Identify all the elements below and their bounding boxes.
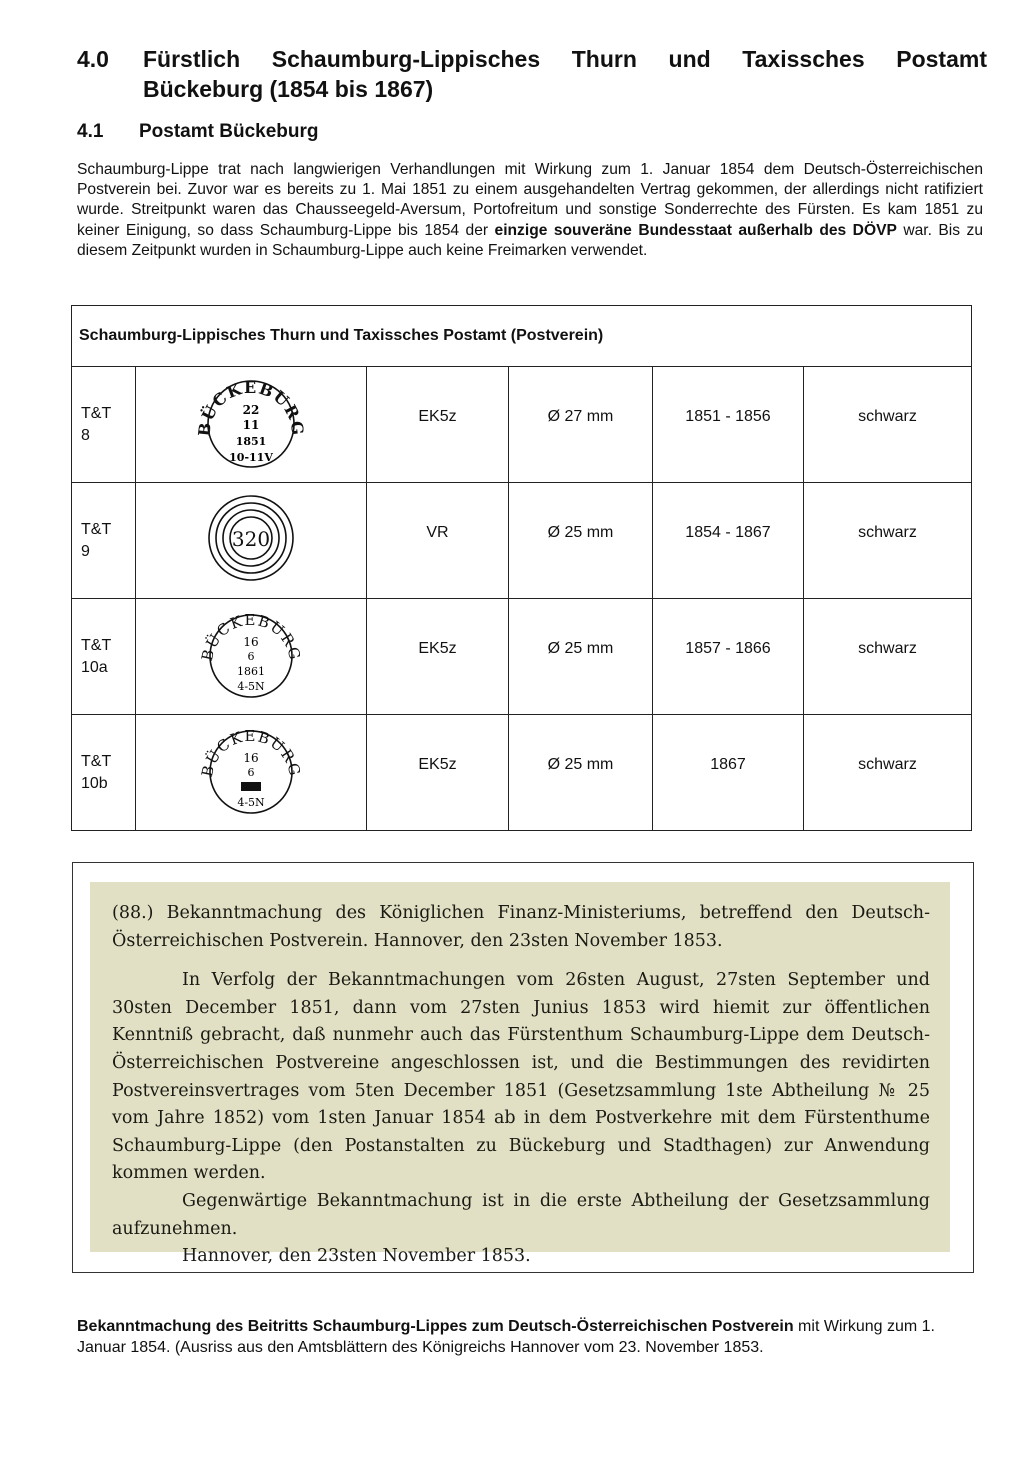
svg-text:4-5N: 4-5N bbox=[237, 796, 265, 809]
section-number: 4.0 bbox=[77, 46, 109, 72]
postmark-table bbox=[71, 305, 972, 831]
usage-period: 1854 - 1867 bbox=[653, 483, 804, 599]
svg-text:4-5N: 4-5N bbox=[237, 680, 265, 693]
notice-clipping-frame bbox=[72, 862, 974, 1273]
usage-period: 1867 bbox=[653, 715, 804, 831]
ink-color: schwarz bbox=[804, 599, 972, 715]
section-heading-4-0 bbox=[77, 44, 987, 104]
svg-text:BÜCKEBURG: BÜCKEBURG bbox=[197, 726, 305, 779]
cancel-type: EK5z bbox=[367, 715, 509, 831]
subsection-heading-4-1 bbox=[77, 119, 318, 145]
caption-text: mit Wirkung zum 1. Januar 1854. (Ausriss aus den Amtsblättern des Königreichs Hannover vom 23. November 1853. bbox=[77, 1318, 935, 1356]
subsection-title: Postamt Bückeburg bbox=[139, 121, 319, 142]
postmark-image bbox=[136, 367, 367, 483]
svg-text:16: 16 bbox=[243, 751, 259, 765]
postmark-stamp-icon bbox=[196, 720, 306, 820]
catalog-id: T&T 10b bbox=[72, 715, 136, 831]
postmark-stamp-icon bbox=[196, 604, 306, 704]
intro-bold-text: einzige souveräne Bundesstaat außerhalb des DÖVP bbox=[494, 221, 897, 239]
table-row bbox=[72, 599, 972, 715]
svg-text:11: 11 bbox=[242, 418, 260, 432]
cancel-type: EK5z bbox=[367, 599, 509, 715]
svg-text:BÜCKEBURG: BÜCKEBURG bbox=[197, 610, 305, 663]
table-row bbox=[72, 367, 972, 483]
figure-caption bbox=[77, 1316, 983, 1358]
ink-color: schwarz bbox=[804, 367, 972, 483]
table-header: Schaumburg-Lippisches Thurn und Taxissches Postamt (Postverein) bbox=[72, 306, 972, 367]
postmark-image bbox=[136, 715, 367, 831]
postmark-stamp-icon bbox=[196, 372, 306, 472]
svg-text:1861: 1861 bbox=[237, 665, 265, 678]
notice-closing: Gegenwärtige Bekanntmachung ist in die erste Abtheilung der Gesetzsammlung aufzunehmen. bbox=[112, 1190, 930, 1239]
intro-text-1: Schaumburg-Lippe trat nach langwierigen Verhandlungen mit Wirkung zum 1. Januar 1854 dem Deutsch-Österreichischen Postverein bei. Zuvor war es bereits zu 1. Mai 1851 zu einem ausgehandelten Vertrag gekommen, der allerdings nicht ratifiziert wurde. Streitpunkt waren das Chausseegeld-Aversum, Portofreitum und sonstige Sonderrechte des Fürsten. Es kam 1851 zu keiner Einigung, so dass Schaumburg-Lippe bis 1854 der bbox=[77, 161, 983, 239]
table-row bbox=[72, 715, 972, 831]
cancel-type: EK5z bbox=[367, 367, 509, 483]
svg-text:6: 6 bbox=[247, 650, 255, 663]
catalog-id: T&T 10a bbox=[72, 599, 136, 715]
section-title: Fürstlich Schaumburg-Lippisches Thurn und Taxissches Postamt Bückeburg (1854 bis 1867) bbox=[143, 46, 987, 102]
intro-paragraph bbox=[77, 160, 983, 261]
svg-text:22: 22 bbox=[242, 403, 260, 417]
diameter: Ø 25 mm bbox=[509, 483, 653, 599]
cancel-type: VR bbox=[367, 483, 509, 599]
svg-text:6: 6 bbox=[247, 766, 255, 779]
diameter: Ø 25 mm bbox=[509, 715, 653, 831]
postmark-image bbox=[136, 483, 367, 599]
table-row bbox=[72, 483, 972, 599]
caption-bold: Bekanntmachung des Beitritts Schaumburg-Lippes zum Deutsch-Österreichischen Postverein bbox=[77, 1318, 794, 1335]
usage-period: 1851 - 1856 bbox=[653, 367, 804, 483]
svg-text:BÜCKEBURG: BÜCKEBURG bbox=[196, 377, 306, 438]
notice-text bbox=[112, 900, 930, 1271]
diameter: Ø 25 mm bbox=[509, 599, 653, 715]
subsection-number: 4.1 bbox=[77, 121, 104, 142]
ink-color: schwarz bbox=[804, 715, 972, 831]
svg-text:320: 320 bbox=[231, 527, 271, 551]
ink-color: schwarz bbox=[804, 483, 972, 599]
intro-text-2: war. Bis zu diesem Zeitpunkt wurden in Schaumburg-Lippe auch keine Freimarken verwendet. bbox=[77, 221, 983, 259]
postmark-image bbox=[136, 599, 367, 715]
notice-signature: Hannover, den 23sten November 1853. bbox=[182, 1246, 531, 1267]
notice-title: (88.) Bekanntmachung des Königlichen Finanz-Ministeriums, betreffend den Deutsch-Österreichischen Postverein. Hannover, den 23sten November 1853. bbox=[112, 903, 930, 951]
notice-clipping bbox=[90, 882, 950, 1267]
notice-body: In Verfolg der Bekanntmachungen vom 26sten August, 27sten September und 30sten December 1851, dann vom 27sten Junius 1853 wird hiemit zur öffentlichen Kenntniß gebracht, daß nunmehr auch das Fürstenthum Schaumburg-Lippe dem Deutsch-Österreichischen Postvereine angeschlossen ist, und die Bestimmungen des revidirten Postvereinsvertrages vom 5ten December 1851 (Gesetzsammlung 1ste Abtheilung № 25 vom Jahre 1852) vom 1sten Januar 1854 ab in dem Postverkehre mit dem Fürstenthume Schaumburg-Lippe (den Postanstalten zu Bückeburg und Stadthagen) zur Anwendung kommen werden. bbox=[112, 970, 930, 1184]
ring-numeral-stamp-icon bbox=[201, 488, 301, 588]
svg-text:10-11V: 10-11V bbox=[229, 451, 273, 464]
diameter: Ø 27 mm bbox=[509, 367, 653, 483]
svg-text:1851: 1851 bbox=[235, 435, 267, 448]
svg-text:16: 16 bbox=[243, 635, 259, 649]
usage-period: 1857 - 1866 bbox=[653, 599, 804, 715]
catalog-id: T&T 9 bbox=[72, 483, 136, 599]
catalog-id: T&T 8 bbox=[72, 367, 136, 483]
